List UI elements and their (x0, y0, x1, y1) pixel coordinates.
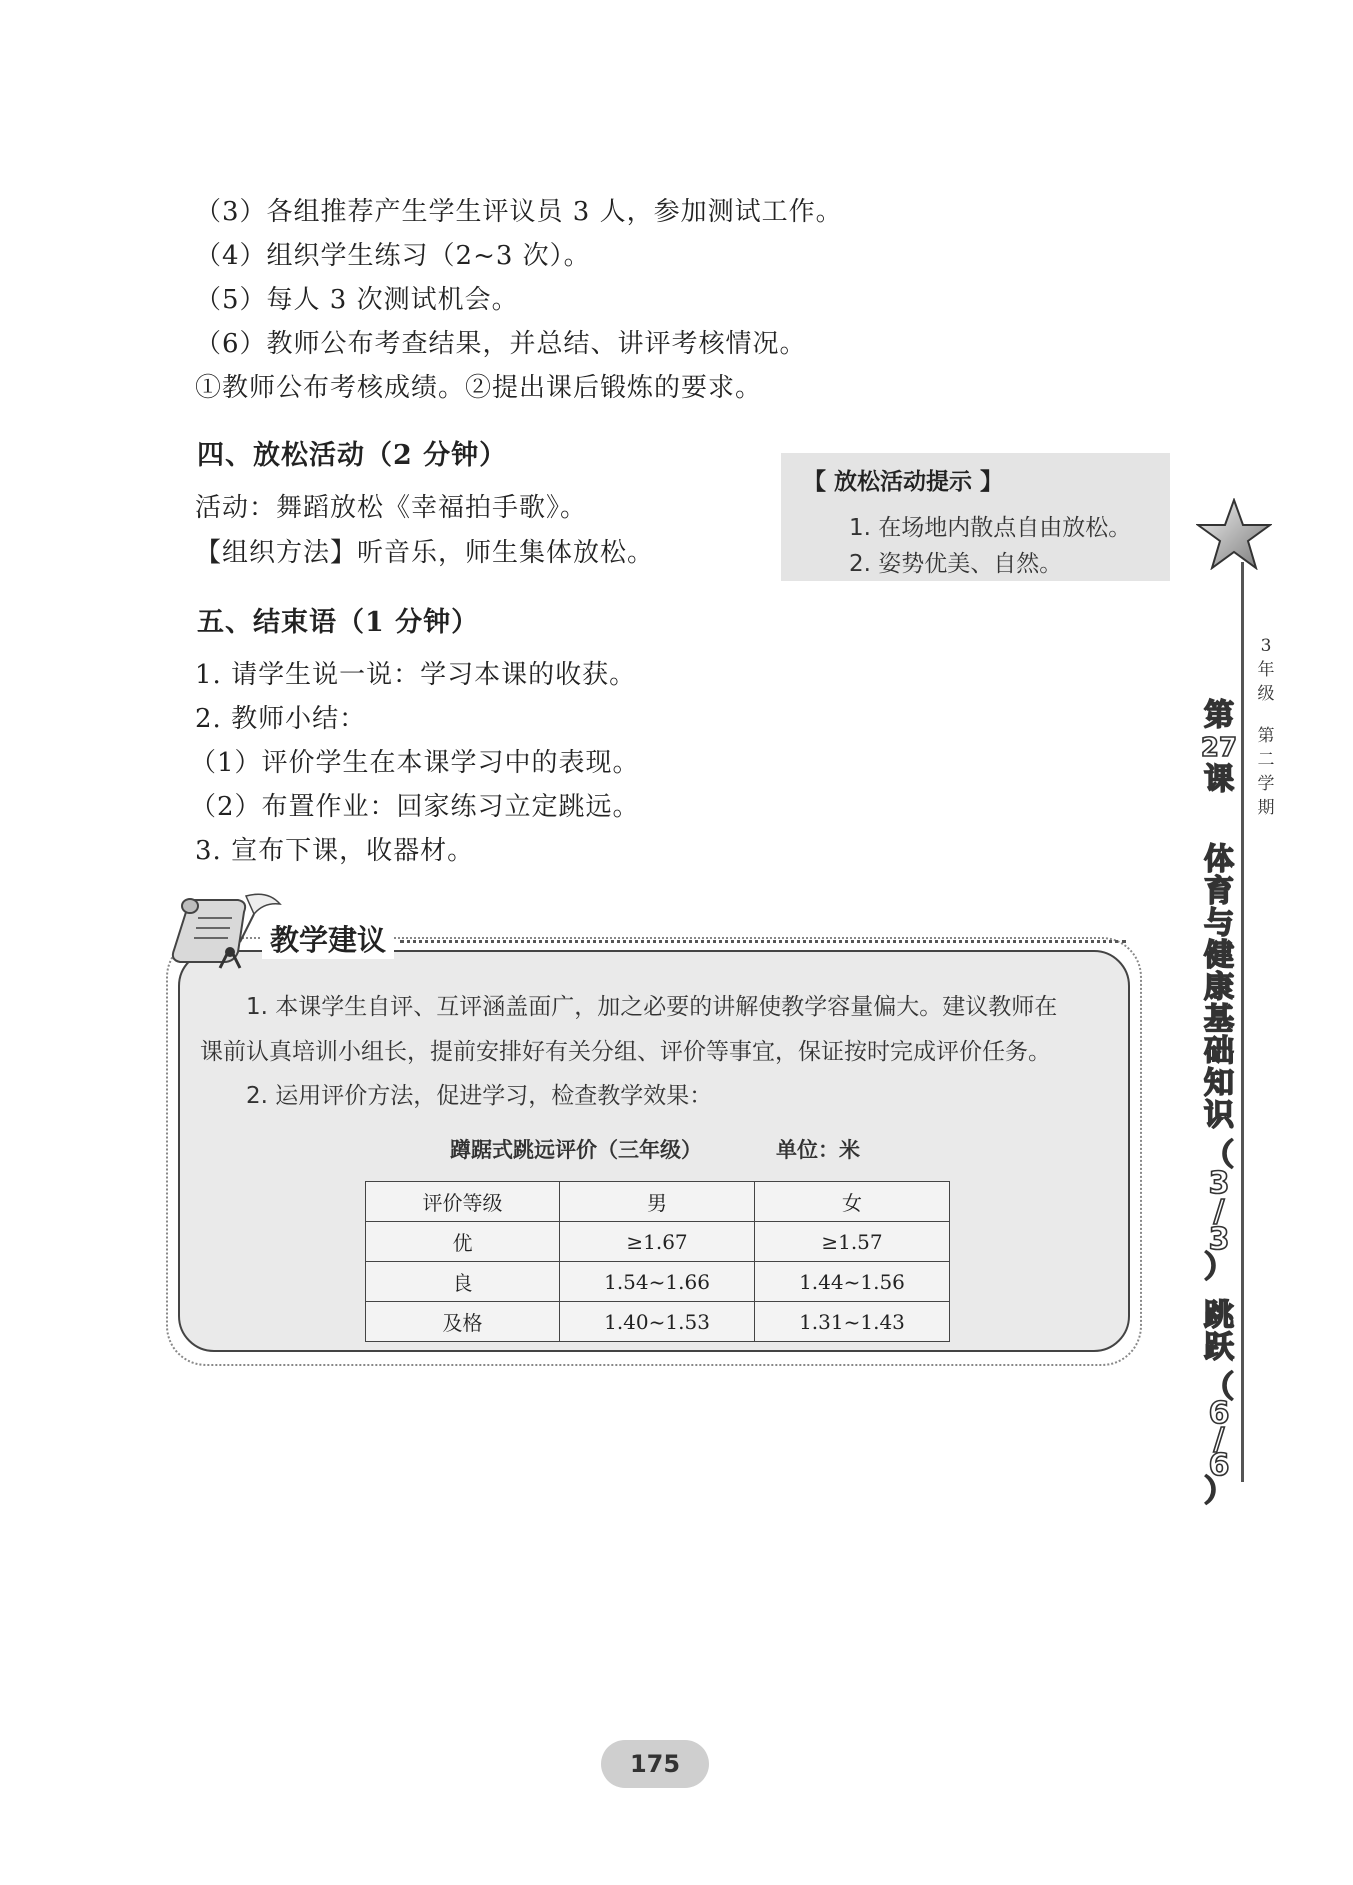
side-topic-char: 6 (1208, 1448, 1230, 1483)
table-cell: ≥1.67 (560, 1222, 755, 1262)
section-4-heading: 四、放松活动（2 分钟） (197, 440, 508, 471)
step-3: （3）各组推荐产生学生评议员 3 人，参加测试工作。 (195, 197, 843, 227)
table-cell: 1.54~1.66 (560, 1262, 755, 1302)
side-topic-char: ） (1204, 1474, 1234, 1509)
side-title-char: 康 (1204, 970, 1234, 1005)
table-cell: 1.40~1.53 (560, 1302, 755, 1342)
page-number: 175 (601, 1740, 709, 1788)
header-female: 女 (755, 1182, 950, 1222)
side-title-char: 基 (1204, 1002, 1234, 1037)
table-cell: 及格 (366, 1302, 560, 1342)
side-lesson-char: 课 (1204, 762, 1234, 797)
step-4: （4）组织学生练习（2~3 次）。 (195, 241, 591, 271)
side-title-char: （ (1204, 1138, 1234, 1173)
suggestion-paragraph-2: 2. 运用评价方法，促进学习，检查教学效果： (246, 1083, 713, 1109)
side-lesson-number: 27 (1200, 733, 1238, 763)
side-title-char: 知 (1204, 1066, 1234, 1101)
side-title-char: 与 (1204, 906, 1234, 941)
side-title-char: 育 (1204, 874, 1234, 909)
suggestion-paragraph-1-line-2: 课前认真培训小组长，提前安排好有关分组、评价等事宜，保证按时完成评价任务。 (200, 1039, 1051, 1065)
step-6-details: ①教师公布考核成绩。②提出课后锻炼的要求。 (195, 373, 763, 403)
side-title-char: 础 (1204, 1034, 1234, 1069)
table-row (366, 1262, 950, 1302)
section-4-method: 【组织方法】听音乐，师生集体放松。 (195, 538, 655, 568)
star-icon (1196, 498, 1272, 570)
side-topic-char: 跳 (1204, 1298, 1234, 1333)
suggestion-title: 教学建议 (262, 918, 394, 959)
side-title-char: 3 (1208, 1222, 1230, 1257)
relax-tip-item-2: 2. 姿势优美、自然。 (849, 551, 1063, 577)
side-grade-char: 级 (1257, 684, 1275, 704)
side-term-char: 期 (1257, 798, 1275, 818)
table-row (366, 1302, 950, 1342)
header-grade: 评价等级 (366, 1182, 560, 1222)
side-topic-char: （ (1204, 1370, 1234, 1405)
side-title-char: ） (1204, 1250, 1234, 1285)
side-tab-rule (1241, 562, 1244, 1482)
section-5-line-5: 3. 宣布下课，收器材。 (195, 836, 475, 866)
side-topic-char: 6 (1208, 1396, 1230, 1431)
table-title: 蹲踞式跳远评价（三年级） (450, 1138, 702, 1162)
table-unit: 单位：米 (776, 1138, 860, 1162)
table-cell: 良 (366, 1262, 560, 1302)
side-title-char: 健 (1204, 938, 1234, 973)
table-cell: ≥1.57 (755, 1222, 950, 1262)
suggestion-paragraph-1-line-1: 1. 本课学生自评、互评涵盖面广，加之必要的讲解使教学容量偏大。建议教师在 (246, 994, 1058, 1020)
table-cell: 优 (366, 1222, 560, 1262)
side-title-char: 识 (1204, 1098, 1234, 1133)
section-5-line-2: 2. 教师小结： (195, 704, 367, 734)
side-topic-char: 跃 (1204, 1330, 1234, 1365)
section-4-activity: 活动：舞蹈放松《幸福拍手歌》。 (195, 493, 588, 523)
side-title-char: 体 (1204, 842, 1234, 877)
table-row (366, 1222, 950, 1262)
side-title-char: 3 (1208, 1166, 1230, 1201)
step-5: （5）每人 3 次测试机会。 (195, 285, 519, 315)
table-cell: 1.44~1.56 (755, 1262, 950, 1302)
table-cell: 1.31~1.43 (755, 1302, 950, 1342)
side-title-char: / (1213, 1194, 1225, 1229)
section-5-heading: 五、结束语（1 分钟） (197, 607, 480, 638)
relax-tip-title: 【 放松活动提示 】 (803, 469, 1004, 495)
section-5-line-3: （1）评价学生在本课学习中的表现。 (190, 748, 640, 778)
relax-tip-item-1: 1. 在场地内散点自由放松。 (849, 515, 1132, 541)
section-5-line-4: （2）布置作业：回家练习立定跳远。 (190, 792, 640, 822)
side-lesson-char: 第 (1204, 698, 1234, 733)
side-term-char: 学 (1257, 774, 1275, 794)
side-term-char: 二 (1257, 750, 1275, 770)
side-grade-char: 3 (1260, 636, 1272, 656)
long-jump-evaluation-table (365, 1181, 950, 1342)
section-5-line-1: 1. 请学生说一说：学习本课的收获。 (195, 660, 637, 690)
header-male: 男 (560, 1182, 755, 1222)
side-grade-char: 年 (1257, 660, 1275, 680)
relax-tip-box (781, 453, 1170, 581)
suggestion-title-rule (400, 940, 1126, 943)
side-term-char: 第 (1257, 726, 1275, 746)
side-topic-char: / (1213, 1422, 1225, 1457)
step-6: （6）教师公布考查结果，并总结、讲评考核情况。 (195, 329, 807, 359)
table-header-row (366, 1182, 950, 1222)
